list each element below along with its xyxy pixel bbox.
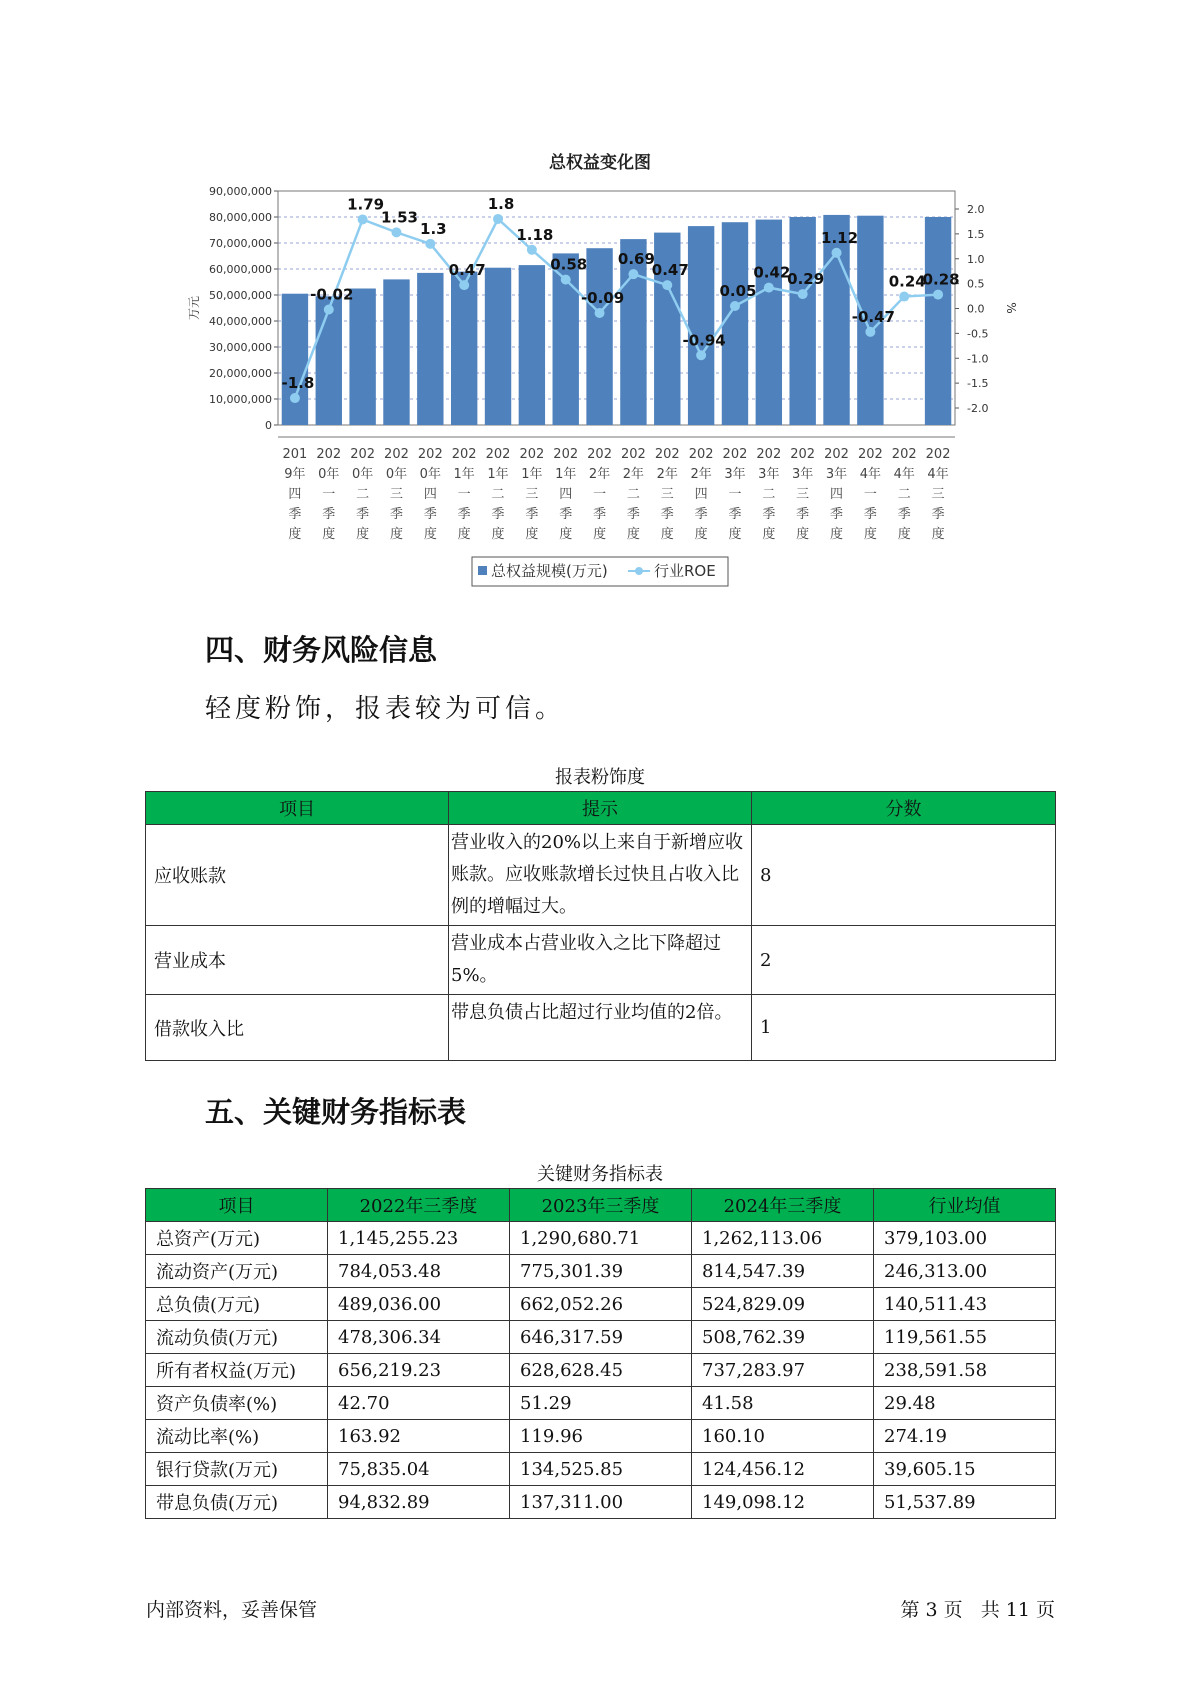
risk-score: 1	[752, 995, 1056, 1061]
roe-data-label: 1.18	[516, 225, 554, 244]
x-tick-label: 202 0年一季度	[316, 447, 342, 542]
risk-header-item: 项目	[146, 792, 449, 825]
kpi-table-header	[146, 1189, 1056, 1222]
kpi-value: 274.19	[874, 1420, 1056, 1453]
roe-data-label: 1.79	[347, 195, 385, 214]
bar	[316, 296, 342, 425]
risk-hint: 带息负债占比超过行业均值的2倍。	[449, 995, 752, 1061]
roe-data-label: 1.12	[821, 228, 859, 247]
kpi-value: 51,537.89	[874, 1486, 1056, 1519]
y2-tick-label: 0.5	[967, 277, 985, 291]
kpi-value: 814,547.39	[692, 1255, 874, 1288]
kpi-header-2022q3: 2022年三季度	[328, 1189, 510, 1222]
bar	[789, 217, 815, 425]
kpi-value: 524,829.09	[692, 1288, 874, 1321]
kpi-item: 流动比率(%)	[146, 1420, 328, 1453]
roe-point	[764, 283, 774, 293]
x-tick-label: 202 3年三季度	[790, 447, 816, 542]
bar	[756, 220, 782, 425]
risk-item: 借款收入比	[146, 995, 449, 1061]
section5-title: 五、关键财务指标表	[205, 1095, 467, 1129]
table-row	[146, 1255, 1056, 1288]
roe-point	[832, 248, 842, 258]
table-row	[146, 1354, 1056, 1387]
roe-point	[865, 327, 875, 337]
kpi-value: 379,103.00	[874, 1222, 1056, 1255]
table-row	[146, 1387, 1056, 1420]
y-tick-label: 70,000,000	[209, 237, 272, 250]
kpi-value: 238,591.58	[874, 1354, 1056, 1387]
roe-data-label: -0.09	[580, 288, 625, 307]
table-row	[146, 825, 1056, 926]
roe-point	[628, 269, 638, 279]
kpi-item: 流动负债(万元)	[146, 1321, 328, 1354]
kpi-value: 1,145,255.23	[328, 1222, 510, 1255]
y2-tick-label: -2.0	[967, 402, 989, 415]
risk-summary: 轻度粉饰，报表较为可信。	[205, 694, 566, 724]
risk-table-caption: 报表粉饰度	[555, 767, 645, 788]
y-tick-label: 30,000,000	[209, 341, 272, 354]
chart-title: 总权益变化图	[549, 153, 651, 173]
y2-tick-label: 0.0	[967, 302, 985, 316]
y-tick-label: 10,000,000	[209, 393, 272, 406]
bar	[519, 265, 545, 425]
roe-data-label: -0.02	[310, 285, 354, 304]
roe-point	[324, 304, 334, 314]
kpi-value: 119.96	[510, 1420, 692, 1453]
x-tick-label: 202 1年四季度	[553, 447, 579, 542]
kpi-item: 资产负债率(%)	[146, 1387, 328, 1420]
bar	[485, 268, 511, 425]
bar	[417, 273, 443, 425]
roe-point	[493, 214, 503, 224]
kpi-value: 94,832.89	[328, 1486, 510, 1519]
kpi-value: 478,306.34	[328, 1321, 510, 1354]
kpi-value: 149,098.12	[692, 1486, 874, 1519]
footer-page-number: 第 3 页 共 11 页	[900, 1599, 1055, 1621]
kpi-header-item: 项目	[146, 1189, 328, 1222]
x-tick-label: 202 0年三季度	[384, 447, 409, 542]
risk-score: 2	[752, 926, 1056, 995]
kpi-value: 140,511.43	[874, 1288, 1056, 1321]
section4-title: 四、财务风险信息	[205, 633, 438, 667]
x-tick-label: 202 4年二季度	[891, 447, 917, 542]
roe-point	[730, 301, 740, 311]
x-tick-label: 202 2年三季度	[654, 447, 680, 542]
kpi-table-caption: 关键财务指标表	[537, 1164, 663, 1185]
table-row	[146, 1420, 1056, 1453]
risk-hint: 营业成本占营业收入之比下降超过5%。	[449, 926, 752, 995]
risk-score: 8	[752, 825, 1056, 926]
x-tick-label: 202 0年二季度	[350, 447, 376, 542]
y2-tick-label: -1.5	[967, 377, 989, 391]
roe-point	[899, 292, 909, 302]
roe-point	[459, 280, 469, 290]
bar	[688, 226, 714, 425]
y-tick-label: 80,000,000	[209, 211, 272, 224]
x-tick-label: 202 2年四季度	[688, 447, 714, 542]
kpi-value: 246,313.00	[874, 1255, 1056, 1288]
x-tick-label: 201 9年四季度	[282, 447, 308, 542]
x-tick-label: 202 2年二季度	[621, 447, 646, 542]
roe-point	[933, 290, 943, 300]
roe-point	[391, 227, 401, 237]
kpi-item: 所有者权益(万元)	[146, 1354, 328, 1387]
kpi-item: 总资产(万元)	[146, 1222, 328, 1255]
kpi-value: 656,219.23	[328, 1354, 510, 1387]
risk-header-score: 分数	[752, 792, 1056, 825]
y2-tick-label: 1.0	[967, 252, 985, 266]
kpi-item: 银行贷款(万元)	[146, 1453, 328, 1486]
kpi-item: 带息负债(万元)	[146, 1486, 328, 1519]
x-tick-label: 202 1年二季度	[485, 447, 511, 542]
table-row	[146, 1288, 1056, 1321]
roe-data-label: -0.94	[682, 331, 726, 350]
roe-point	[425, 239, 435, 249]
bar	[722, 222, 748, 425]
x-tick-label: 202 4年三季度	[925, 447, 951, 542]
table-row	[146, 1321, 1056, 1354]
risk-header-hint: 提示	[449, 792, 752, 825]
roe-point	[290, 393, 300, 403]
roe-data-label: -1.8	[281, 374, 315, 393]
bar	[451, 272, 477, 425]
roe-data-label: 0.05	[719, 282, 757, 301]
roe-data-label: 0.58	[550, 255, 588, 274]
roe-point	[798, 289, 808, 299]
x-tick-label: 202 0年四季度	[417, 447, 443, 542]
y2-tick-label: 2.0	[967, 203, 985, 216]
kpi-value: 163.92	[328, 1420, 510, 1453]
kpi-value: 134,525.85	[510, 1453, 692, 1486]
y2-axis-label: %	[1004, 302, 1018, 314]
x-tick-label: 202 1年一季度	[451, 447, 477, 542]
y-tick-label: 40,000,000	[209, 315, 272, 328]
kpi-value: 646,317.59	[510, 1321, 692, 1354]
kpi-value: 39,605.15	[874, 1453, 1056, 1486]
legend-line-marker	[635, 567, 643, 575]
x-tick-label: 202 2年一季度	[587, 447, 612, 542]
y-tick-label: 60,000,000	[209, 263, 272, 276]
kpi-value: 489,036.00	[328, 1288, 510, 1321]
kpi-value: 42.70	[328, 1387, 510, 1420]
kpi-value: 160.10	[692, 1420, 874, 1453]
kpi-header-industry-avg: 行业均值	[874, 1189, 1056, 1222]
table-row	[146, 995, 1056, 1061]
y-tick-label: 50,000,000	[209, 289, 272, 302]
legend-bar-label: 总权益规模(万元)	[491, 562, 608, 580]
bar	[925, 217, 951, 425]
x-tick-label: 202 3年一季度	[722, 447, 748, 542]
risk-table	[145, 791, 1056, 1061]
roe-point	[662, 280, 672, 290]
kpi-table	[145, 1188, 1056, 1519]
roe-data-label: 0.69	[617, 250, 655, 269]
kpi-value: 662,052.26	[510, 1288, 692, 1321]
legend-line-label: 行业ROE	[654, 562, 716, 580]
y-tick-label: 20,000,000	[209, 367, 272, 380]
roe-point	[561, 275, 571, 285]
roe-data-label: 0.47	[448, 261, 486, 280]
roe-point	[358, 214, 368, 224]
y-tick-label: 0	[265, 419, 272, 432]
roe-point	[696, 350, 706, 360]
risk-item: 应收账款	[146, 825, 449, 926]
kpi-header-2024q3: 2024年三季度	[692, 1189, 874, 1222]
bar	[586, 248, 612, 425]
table-row	[146, 926, 1056, 995]
kpi-value: 124,456.12	[692, 1453, 874, 1486]
kpi-value: 1,262,113.06	[692, 1222, 874, 1255]
x-tick-label: 202 3年四季度	[824, 447, 849, 542]
kpi-item: 流动资产(万元)	[146, 1255, 328, 1288]
roe-data-label: 0.42	[753, 263, 791, 282]
roe-data-label: 0.29	[787, 270, 825, 289]
risk-item: 营业成本	[146, 926, 449, 995]
risk-hint: 营业收入的20%以上来自于新增应收账款。应收账款增长过快且占收入比例的增幅过大。	[449, 825, 752, 926]
roe-data-label: 1.8	[487, 194, 515, 213]
bar	[383, 279, 409, 425]
legend-bar-swatch	[478, 566, 487, 575]
kpi-value: 137,311.00	[510, 1486, 692, 1519]
x-tick-label: 202 4年一季度	[857, 447, 883, 542]
roe-data-label: 0.28	[922, 270, 960, 289]
y-tick-label: 90,000,000	[209, 185, 272, 198]
kpi-value: 508,762.39	[692, 1321, 874, 1354]
x-tick-label: 202 1年三季度	[519, 447, 545, 542]
table-row	[146, 1486, 1056, 1519]
kpi-value: 1,290,680.71	[510, 1222, 692, 1255]
kpi-value: 628,628.45	[510, 1354, 692, 1387]
kpi-item: 总负债(万元)	[146, 1288, 328, 1321]
kpi-value: 784,053.48	[328, 1255, 510, 1288]
kpi-value: 737,283.97	[692, 1354, 874, 1387]
roe-point	[595, 308, 605, 318]
roe-data-label: 0.47	[651, 261, 689, 280]
roe-data-label: 1.53	[380, 208, 418, 227]
table-row	[146, 1453, 1056, 1486]
bar	[282, 294, 308, 425]
y-axis-label: 万元	[187, 295, 201, 321]
equity-change-chart	[0, 0, 1191, 600]
kpi-value: 51.29	[510, 1387, 692, 1420]
risk-table-header	[146, 792, 1056, 825]
x-tick-label: 202 3年二季度	[756, 447, 782, 542]
kpi-value: 75,835.04	[328, 1453, 510, 1486]
y2-tick-label: -0.5	[967, 327, 989, 341]
kpi-header-2023q3: 2023年三季度	[510, 1189, 692, 1222]
roe-data-label: 1.3	[420, 219, 447, 238]
y2-tick-label: 1.5	[967, 227, 985, 241]
footer-confidential: 内部资料，妥善保管	[146, 1599, 318, 1621]
kpi-value: 29.48	[874, 1387, 1056, 1420]
kpi-value: 775,301.39	[510, 1255, 692, 1288]
roe-data-label: 0.24	[888, 272, 926, 291]
y2-tick-label: -1.0	[967, 352, 989, 366]
kpi-value: 41.58	[692, 1387, 874, 1420]
kpi-value: 119,561.55	[874, 1321, 1056, 1354]
bar	[349, 289, 375, 426]
table-row	[146, 1222, 1056, 1255]
roe-point	[527, 245, 537, 255]
roe-data-label: -0.47	[851, 307, 895, 326]
